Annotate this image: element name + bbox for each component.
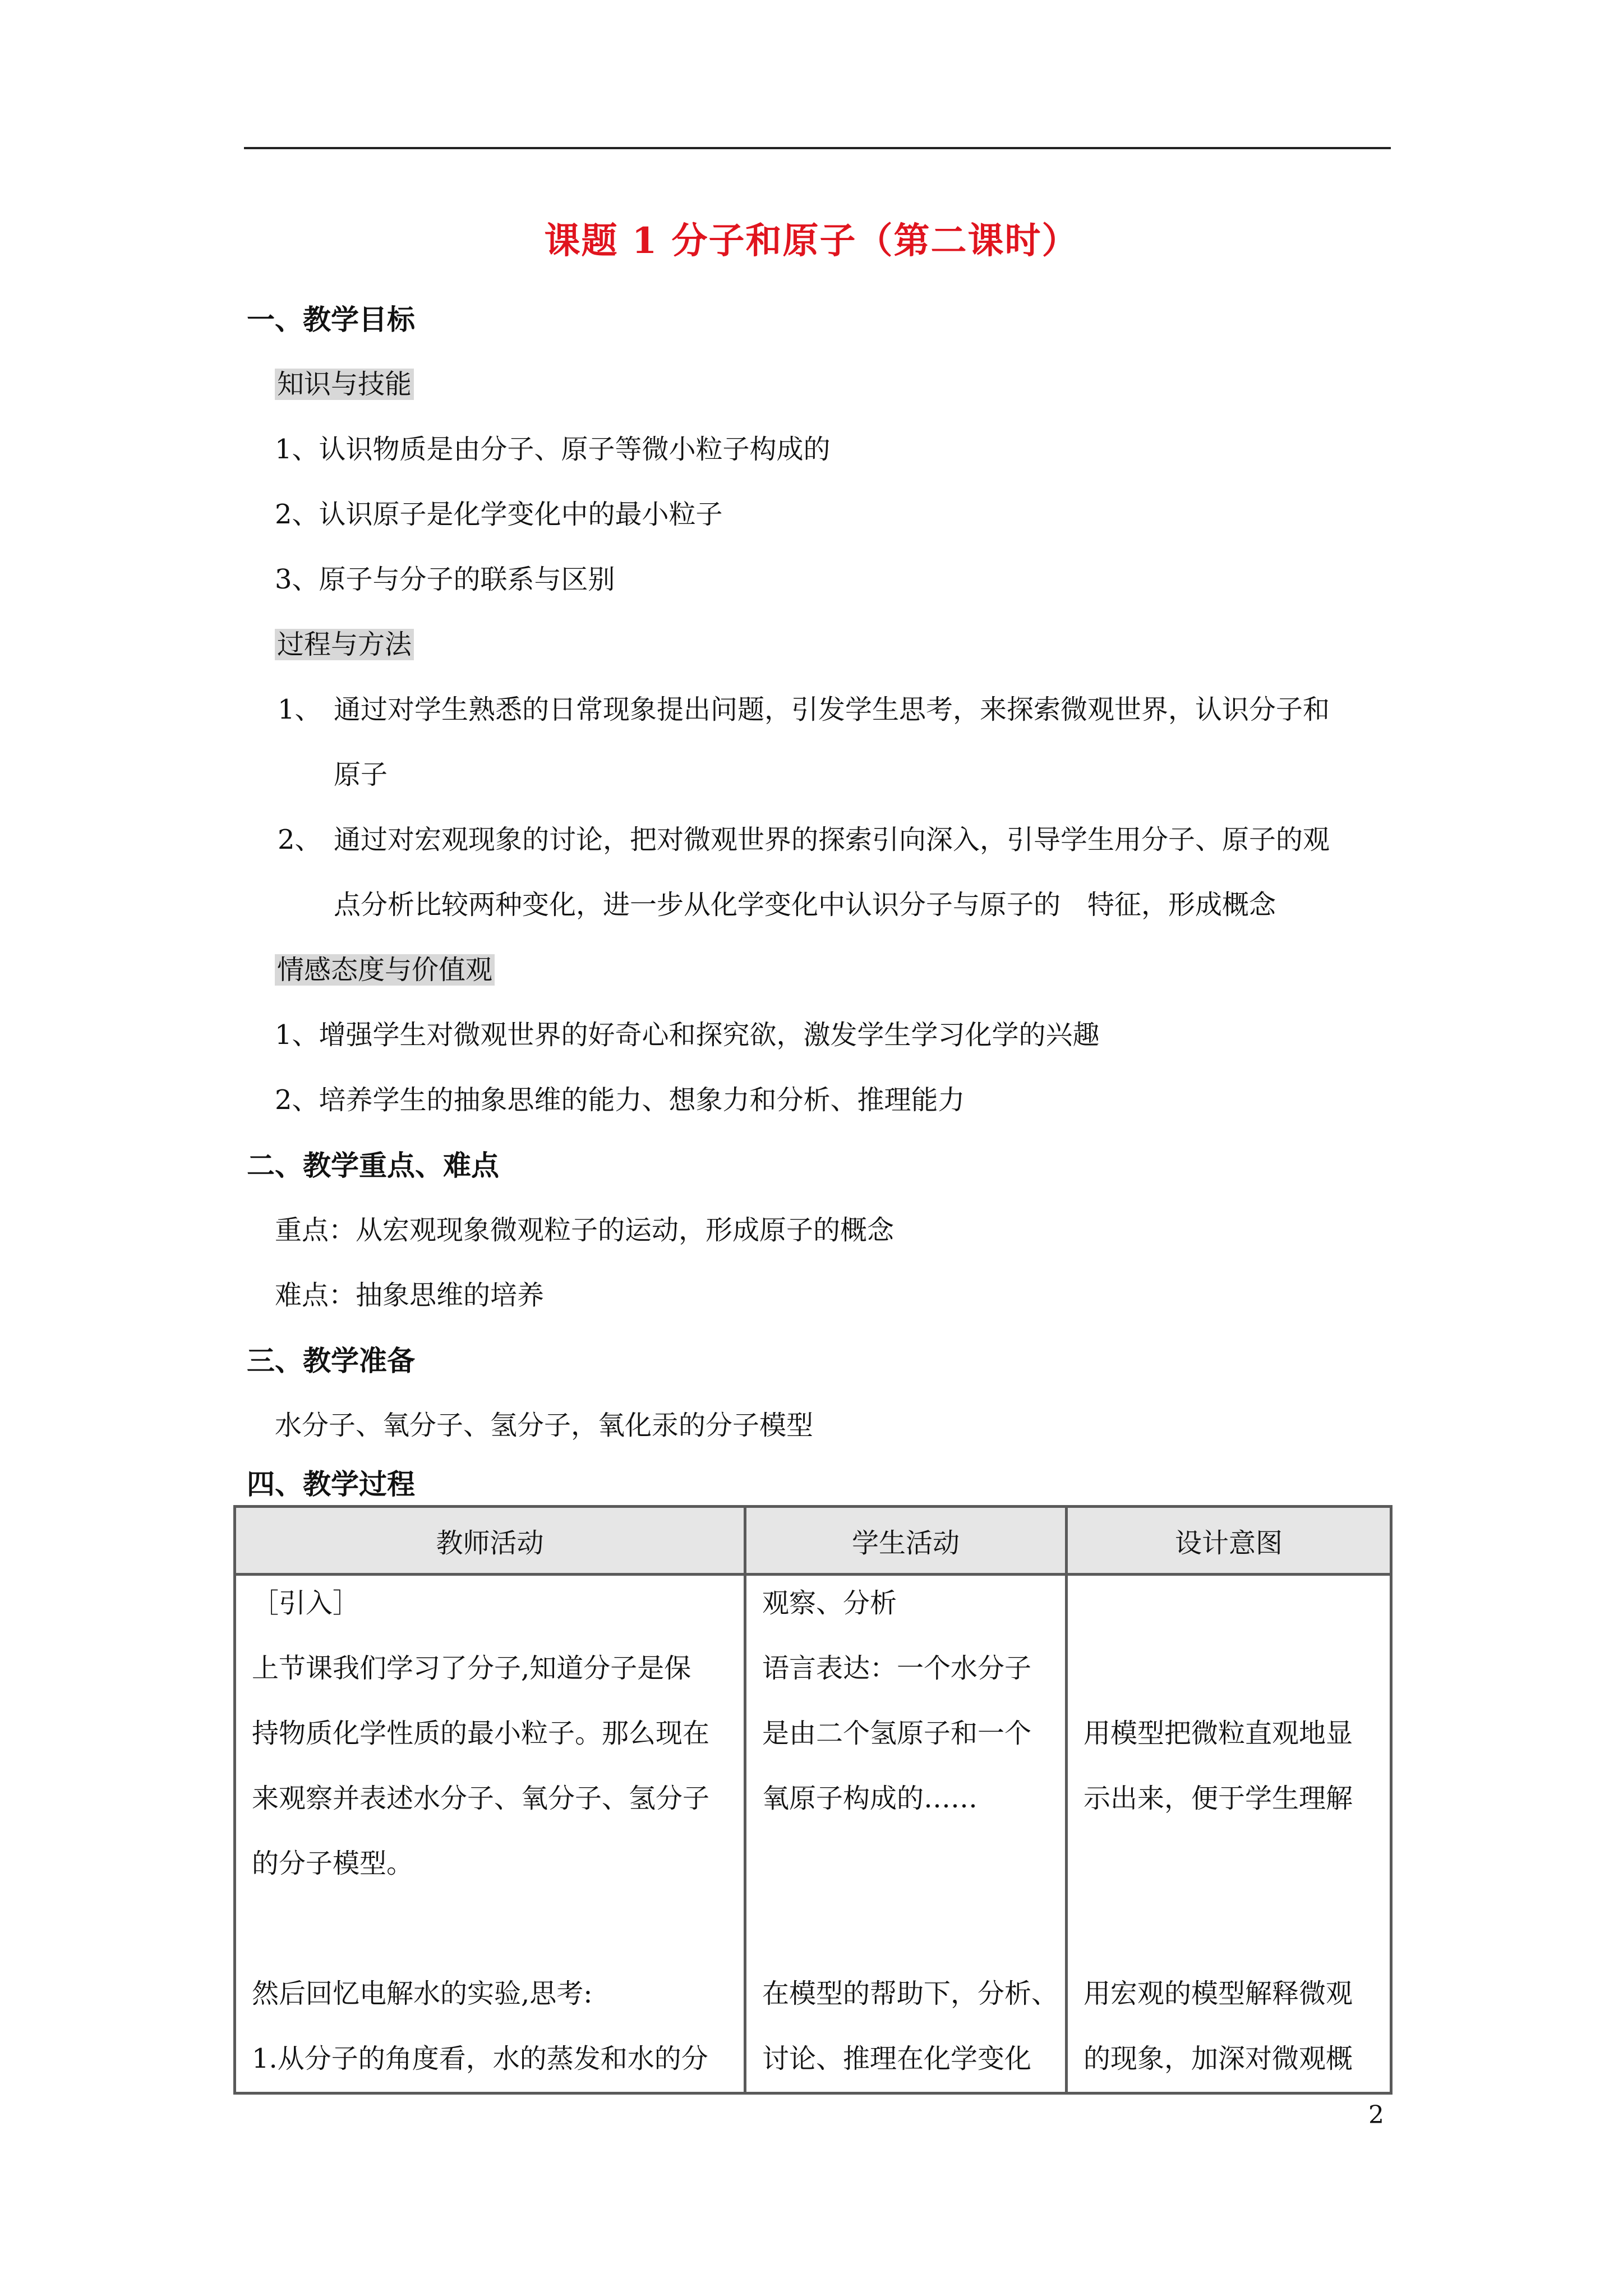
teacher-line: 来观察并表述水分子、氧分子、氢分子: [252, 1783, 710, 1814]
student-line: 观察、分析: [762, 1588, 897, 1619]
process-item-1: 1、 通过对学生熟悉的日常现象提出问题，引发学生思考，来探索微观世界，认识分子和: [278, 694, 1330, 725]
teaching-process-table: [233, 1505, 1393, 2095]
teacher-line: 1.从分子的角度看，水的蒸发和水的分: [252, 2043, 708, 2074]
section-3-heading: 三、教学准备: [247, 1344, 415, 1377]
design-line: 用宏观的模型解释微观: [1083, 1978, 1353, 2009]
process-label: 过程与方法: [275, 623, 414, 661]
page-number: 2: [1368, 2101, 1384, 2129]
design-line: 用模型把微粒直观地显: [1083, 1718, 1353, 1749]
process-item-1-cont: 原子: [334, 759, 388, 790]
process-item-2: 2、 通过对宏观现象的讨论，把对微观世界的探索引向深入，引导学生用分子、原子的观: [278, 824, 1330, 855]
teacher-activity-cell: [235, 1575, 745, 2093]
knowledge-item-3: 3、原子与分子的联系与区别: [275, 564, 615, 595]
teacher-line: 上节课我们学习了分子,知道分子是保: [252, 1653, 691, 1684]
design-line: 示出来，便于学生理解: [1083, 1783, 1353, 1814]
emotion-item-2: 2、培养学生的抽象思维的能力、想象力和分析、推理能力: [275, 1084, 965, 1116]
student-line: 氧原子构成的……: [762, 1783, 978, 1814]
teacher-line: 持物质化学性质的最小粒子。那么现在: [252, 1718, 710, 1749]
student-line: 是由二个氢原子和一个: [762, 1718, 1032, 1749]
design-intent-cell: [1067, 1575, 1391, 2093]
teacher-line: ［引入］: [252, 1588, 360, 1619]
knowledge-item-2: 2、认识原子是化学变化中的最小粒子: [275, 499, 723, 530]
header-design-intent: 设计意图: [1067, 1507, 1391, 1575]
design-line: 的现象，加深对微观概: [1083, 2043, 1353, 2074]
preparation-text: 水分子、氧分子、氢分子，氧化汞的分子模型: [275, 1410, 814, 1441]
section-1-heading: 一、教学目标: [247, 303, 415, 336]
difficult-point: 难点：抽象思维的培养: [275, 1280, 545, 1311]
emotion-item-1: 1、增强学生对微观世界的好奇心和探究欲，激发学生学习化学的兴趣: [275, 1019, 1100, 1051]
page-title: 课题 1 分子和原子（第二课时）: [544, 220, 1079, 262]
header-rule: [244, 147, 1391, 149]
emotion-label: 情感态度与价值观: [275, 948, 495, 987]
teacher-line: 的分子模型。: [252, 1848, 414, 1879]
section-4-heading: 四、教学过程: [247, 1467, 415, 1501]
teacher-line: 然后回忆电解水的实验,思考:: [252, 1978, 593, 2009]
header-teacher-activity: 教师活动: [235, 1507, 745, 1575]
student-line: 在模型的帮助下，分析、: [762, 1978, 1059, 2009]
header-student-activity: 学生活动: [745, 1507, 1067, 1575]
student-line: 讨论、推理在化学变化: [762, 2043, 1032, 2074]
knowledge-label: 知识与技能: [275, 362, 414, 401]
knowledge-item-1: 1、认识物质是由分子、原子等微小粒子构成的: [275, 434, 831, 465]
student-line: 语言表达：一个水分子: [762, 1653, 1032, 1684]
section-2-heading: 二、教学重点、难点: [247, 1149, 499, 1182]
student-activity-cell: [745, 1575, 1067, 2093]
process-item-2-cont: 点分析比较两种变化，进一步从化学变化中认识分子与原子的 特征，形成概念: [334, 889, 1276, 921]
key-point: 重点：从宏观现象微观粒子的运动，形成原子的概念: [275, 1214, 895, 1246]
